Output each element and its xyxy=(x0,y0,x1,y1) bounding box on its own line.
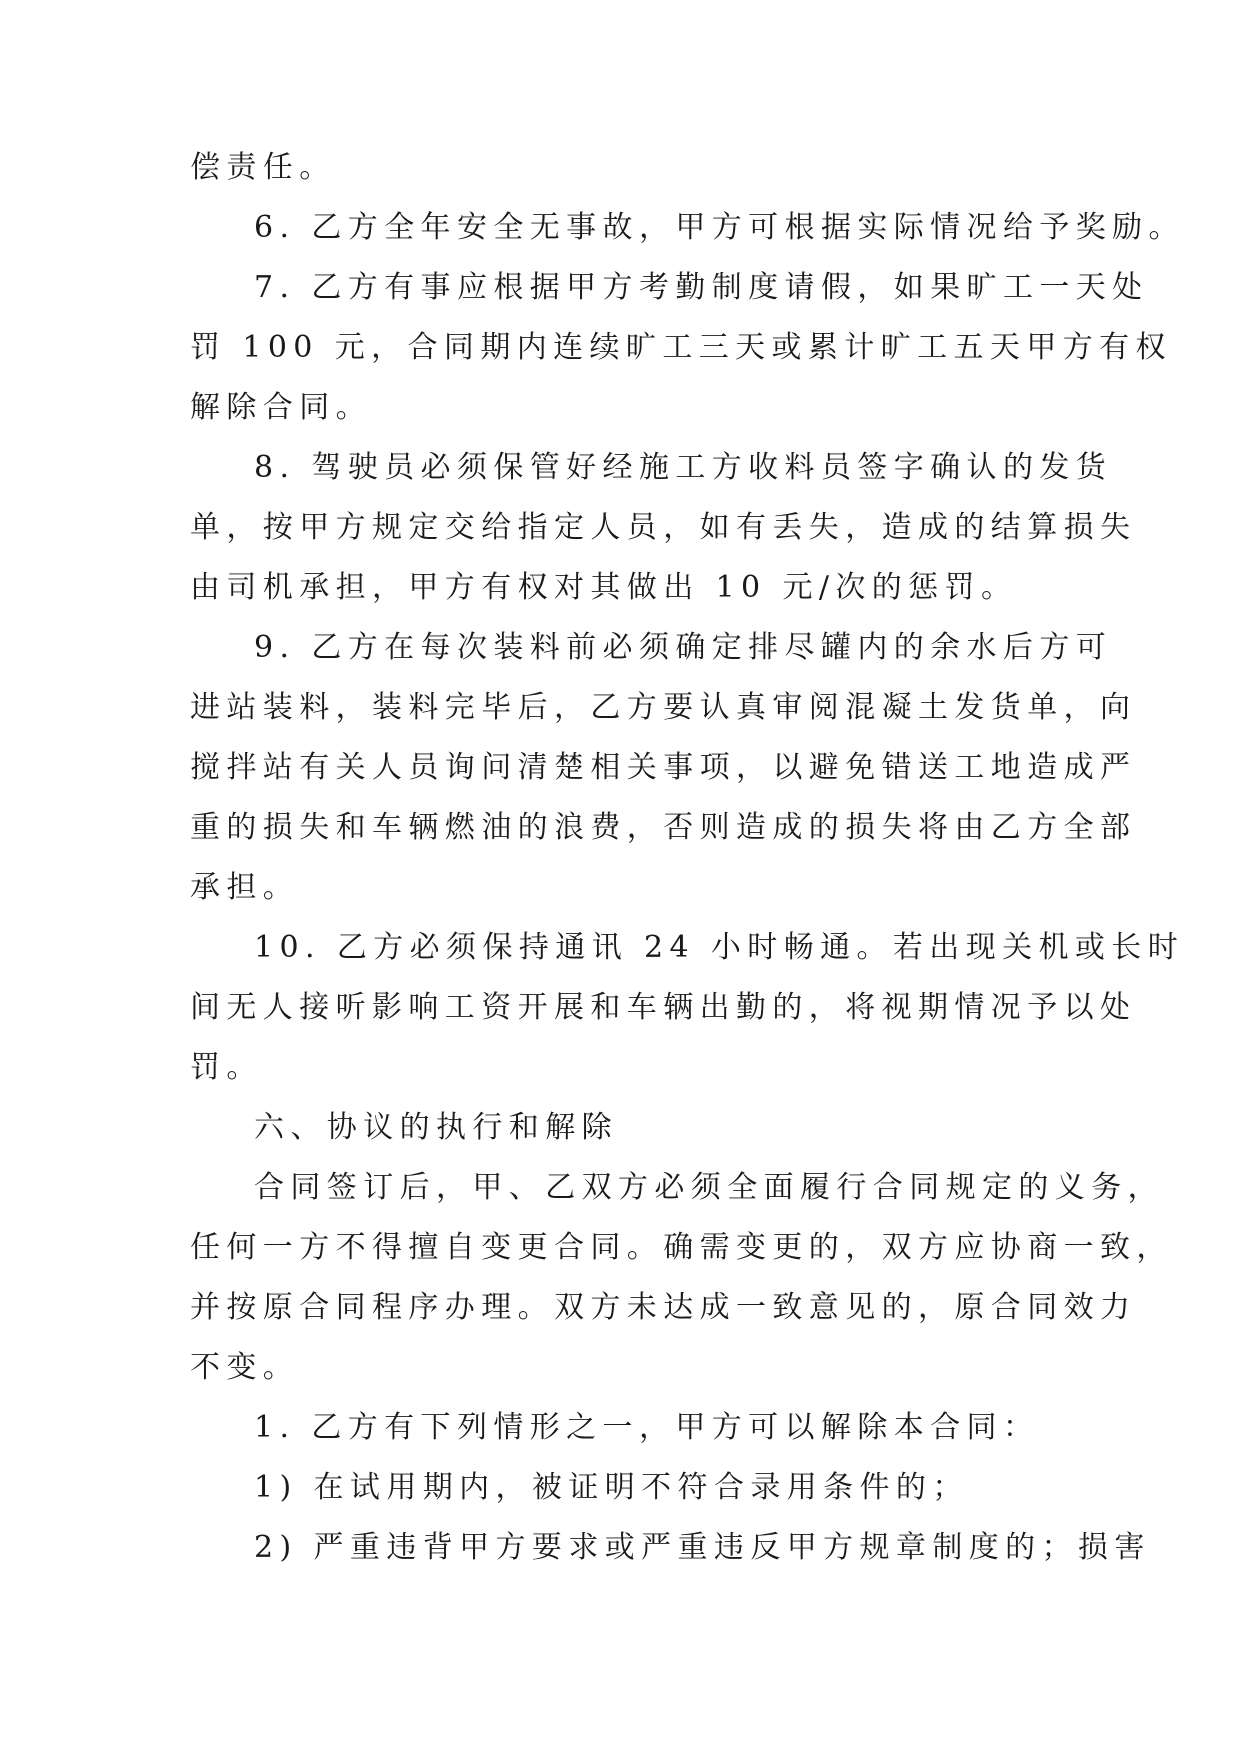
paragraph-line: 并按原合同程序办理。双方未达成一致意见的，原合同效力 xyxy=(190,1290,1137,1325)
paragraph-line: 8. 驾驶员必须保管好经施工方收料员签字确认的发货 xyxy=(254,450,1113,485)
list-item: 1) 在试用期内，被证明不符合录用条件的； xyxy=(254,1470,969,1505)
paragraph-line: 承担。 xyxy=(190,870,300,905)
section-heading: 六、协议的执行和解除 xyxy=(254,1110,618,1145)
paragraph-line: 合同签订后，甲、乙双方必须全面履行合同规定的义务， xyxy=(254,1170,1164,1205)
paragraph-line: 由司机承担，甲方有权对其做出 10 元/次的惩罚。 xyxy=(190,570,1018,605)
paragraph-line: 搅拌站有关人员询问清楚相关事项，以避免错送工地造成严 xyxy=(190,750,1137,785)
paragraph-line: 单，按甲方规定交给指定人员，如有丢失，造成的结算损失 xyxy=(190,510,1137,545)
paragraph-line: 进站装料，装料完毕后，乙方要认真审阅混凝土发货单，向 xyxy=(190,690,1137,725)
paragraph-line: 不变。 xyxy=(190,1350,300,1385)
paragraph-line: 任何一方不得擅自变更合同。确需变更的，双方应协商一致， xyxy=(190,1230,1173,1265)
paragraph-line: 罚。 xyxy=(190,1050,263,1085)
list-item: 2) 严重违背甲方要求或严重违反甲方规章制度的；损害 xyxy=(254,1530,1151,1565)
paragraph-line: 7. 乙方有事应根据甲方考勤制度请假，如果旷工一天处 xyxy=(254,270,1149,305)
paragraph-line: 罚 100 元，合同期内连续旷工三天或累计旷工五天甲方有权 xyxy=(190,330,1172,365)
paragraph-line: 10. 乙方必须保持通讯 24 小时畅通。若出现关机或长时 xyxy=(254,930,1185,965)
paragraph-line: 重的损失和车辆燃油的浪费，否则造成的损失将由乙方全部 xyxy=(190,810,1137,845)
paragraph-line: 9. 乙方在每次装料前必须确定排尽罐内的余水后方可 xyxy=(254,630,1113,665)
paragraph-line: 解除合同。 xyxy=(190,390,372,425)
list-item: 1. 乙方有下列情形之一，甲方可以解除本合同： xyxy=(254,1410,1040,1445)
paragraph-line: 6. 乙方全年安全无事故，甲方可根据实际情况给予奖励。 xyxy=(254,210,1185,245)
paragraph-line: 间无人接听影响工资开展和车辆出勤的，将视期情况予以处 xyxy=(190,990,1137,1025)
paragraph-line: 偿责任。 xyxy=(190,150,336,185)
